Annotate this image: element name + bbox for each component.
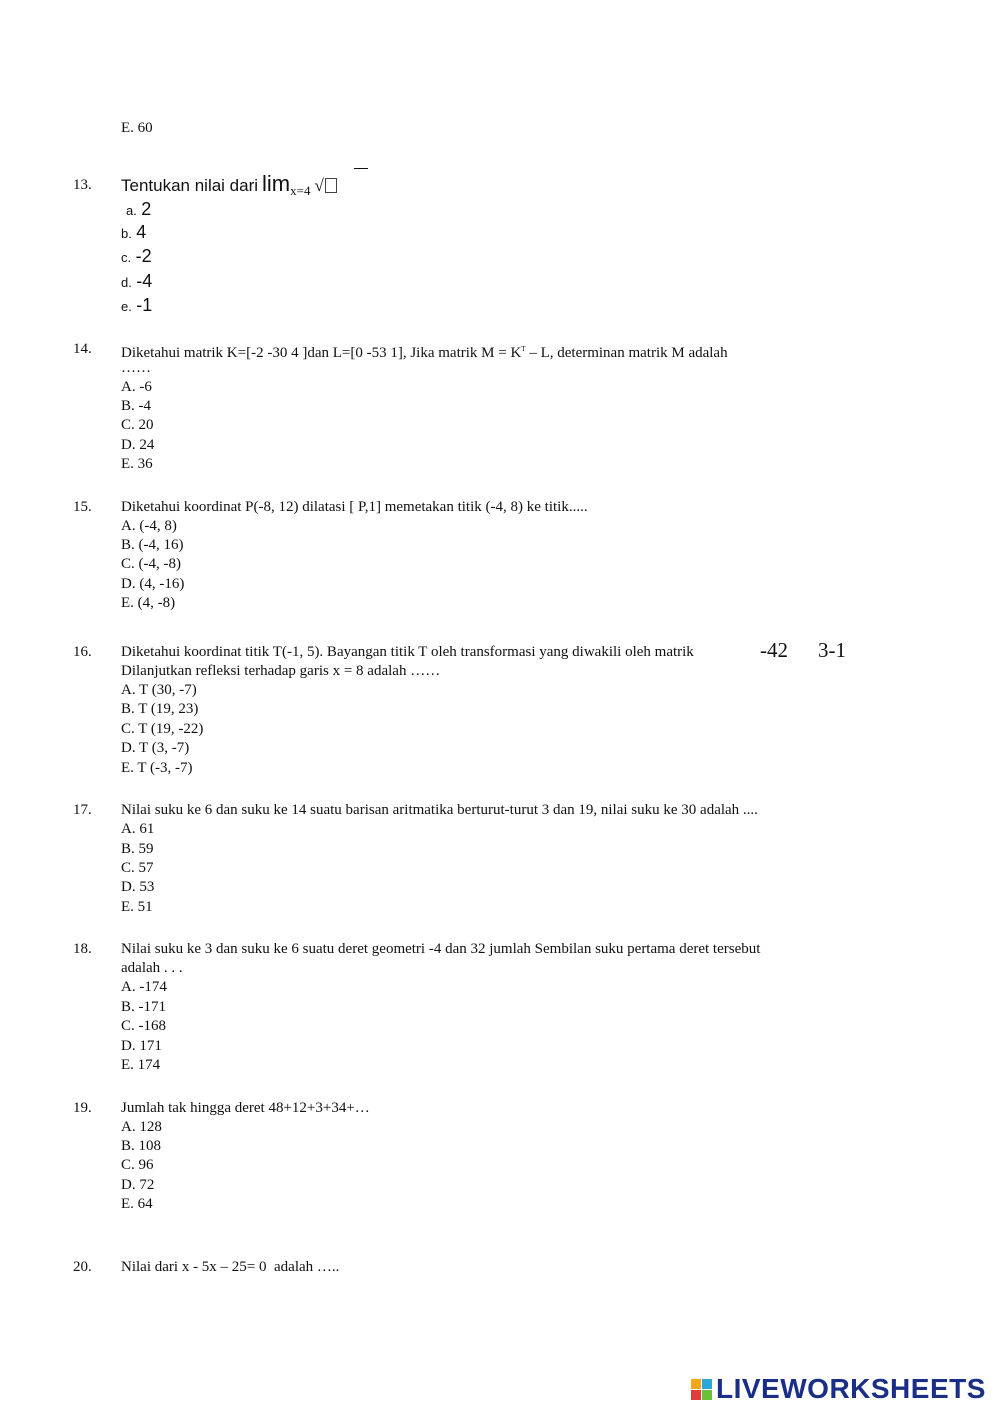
q13-option-d <box>121 271 152 293</box>
logo-tile <box>702 1379 712 1389</box>
q13-option-c <box>121 246 152 268</box>
q18-option-c: C. -168 <box>121 1018 166 1034</box>
q16-option-a: A. T (30, -7) <box>121 682 197 698</box>
matrix-left-column: -42 <box>760 638 788 662</box>
question-number-18: 18. <box>73 941 92 957</box>
sqrt-overline <box>354 168 368 169</box>
q15-option-a: A. (-4, 8) <box>121 518 177 534</box>
q14-option-e: E. 36 <box>121 456 153 472</box>
q17-option-a: A. 61 <box>121 821 155 837</box>
logo-tile <box>691 1379 701 1389</box>
question-15-text: Diketahui koordinat P(-8, 12) dilatasi [ P,1] memetakan titik (-4, 8) ke titik..... <box>121 499 588 515</box>
q16-option-e: E. T (-3, -7) <box>121 760 193 776</box>
q17-option-b: B. 59 <box>121 841 154 857</box>
question-16-line2: Dilanjutkan refleksi terhadap garis x = 8 adalah …… <box>121 663 441 679</box>
q17-option-d: D. 53 <box>121 879 155 895</box>
q14-text-a: Diketahui matrik K=[-2 -30 4 ]dan L=[0 -53 1], Jika matrik M = K <box>121 345 522 361</box>
option-letter: a. <box>126 203 137 218</box>
question-13-prefix: Tentukan nilai dari <box>121 176 259 195</box>
option-e-q12: E. 60 <box>121 120 153 136</box>
q15-option-e: E. (4, -8) <box>121 595 176 611</box>
question-17-text: Nilai suku ke 6 dan suku ke 14 suatu barisan aritmatika berturut-turut 3 dan 19, nilai suku ke 30 adalah .... <box>121 802 758 818</box>
q18-option-a: A. -174 <box>121 979 167 995</box>
q14-option-b: B. -4 <box>121 398 151 414</box>
question-number-13: 13. <box>73 177 92 193</box>
q14-option-a: A. -6 <box>121 379 152 395</box>
q19-option-c: C. 96 <box>121 1157 154 1173</box>
q14-text-b: – L, determinan matrik M adalah <box>525 345 728 361</box>
q13-option-b <box>121 222 146 244</box>
question-number-20: 20. <box>73 1259 92 1275</box>
q17-option-c: C. 57 <box>121 860 154 876</box>
question-16-text: Diketahui koordinat titik T(-1, 5). Bayangan titik T oleh transformasi yang diwakili oleh matrik <box>121 644 694 660</box>
sqrt-symbol: √ <box>314 176 324 195</box>
option-value: 4 <box>136 222 147 242</box>
q19-option-a: A. 128 <box>121 1119 162 1135</box>
q14-option-c: C. 20 <box>121 417 154 433</box>
option-value: -1 <box>136 295 153 315</box>
q14-option-d: D. 24 <box>121 437 155 453</box>
question-19-text: Jumlah tak hingga deret 48+12+3+34+… <box>121 1100 370 1116</box>
q13-option-a <box>126 199 151 221</box>
question-number-19: 19. <box>73 1100 92 1116</box>
q19-option-b: B. 108 <box>121 1138 162 1154</box>
option-value: 2 <box>141 199 152 219</box>
logo-tiles-icon <box>691 1379 712 1400</box>
option-value: -2 <box>135 246 152 266</box>
transpose-sup: T <box>521 345 526 353</box>
question-20-text: Nilai dari x - 5x – 25= 0 adalah ….. <box>121 1259 340 1275</box>
q16-option-b: B. T (19, 23) <box>121 701 199 717</box>
q15-option-d: D. (4, -16) <box>121 576 185 592</box>
q18-option-e: E. 174 <box>121 1057 161 1073</box>
liveworksheets-logo <box>691 1375 986 1403</box>
question-13-text <box>121 170 337 198</box>
lim-subscript: x=4 <box>290 183 311 198</box>
question-number-15: 15. <box>73 499 92 515</box>
logo-text: LIVEWORKSHEETS <box>716 1373 986 1404</box>
option-letter: d. <box>121 275 132 290</box>
option-letter: e. <box>121 299 132 314</box>
q15-option-c: C. (-4, -8) <box>121 556 181 572</box>
q16-option-d: D. T (3, -7) <box>121 740 190 756</box>
q16-option-c: C. T (19, -22) <box>121 721 204 737</box>
q13-option-e <box>121 295 152 317</box>
missing-glyph-box <box>325 178 337 193</box>
question-number-14: 14. <box>73 341 92 357</box>
q18-option-d: D. 171 <box>121 1038 162 1054</box>
logo-tile <box>702 1390 712 1400</box>
option-value: -4 <box>136 271 153 291</box>
q19-option-d: D. 72 <box>121 1177 155 1193</box>
option-letter: c. <box>121 250 132 265</box>
question-18-line2: adalah . . . <box>121 960 183 976</box>
matrix-right-column: 3-1 <box>818 638 846 662</box>
q17-option-e: E. 51 <box>121 899 153 915</box>
question-18-line1: Nilai suku ke 3 dan suku ke 6 suatu deret geometri -4 dan 32 jumlah Sembilan suku pertama deret tersebut <box>121 941 761 957</box>
question-14-line1 <box>121 340 728 363</box>
question-number-16: 16. <box>73 644 92 660</box>
question-number-17: 17. <box>73 802 92 818</box>
q15-option-b: B. (-4, 16) <box>121 537 184 553</box>
q18-option-b: B. -171 <box>121 999 166 1015</box>
logo-tile <box>691 1390 701 1400</box>
lim-symbol: lim <box>262 171 291 196</box>
question-14-line2: …… <box>121 360 151 376</box>
option-letter: b. <box>121 226 132 241</box>
q19-option-e: E. 64 <box>121 1196 153 1212</box>
